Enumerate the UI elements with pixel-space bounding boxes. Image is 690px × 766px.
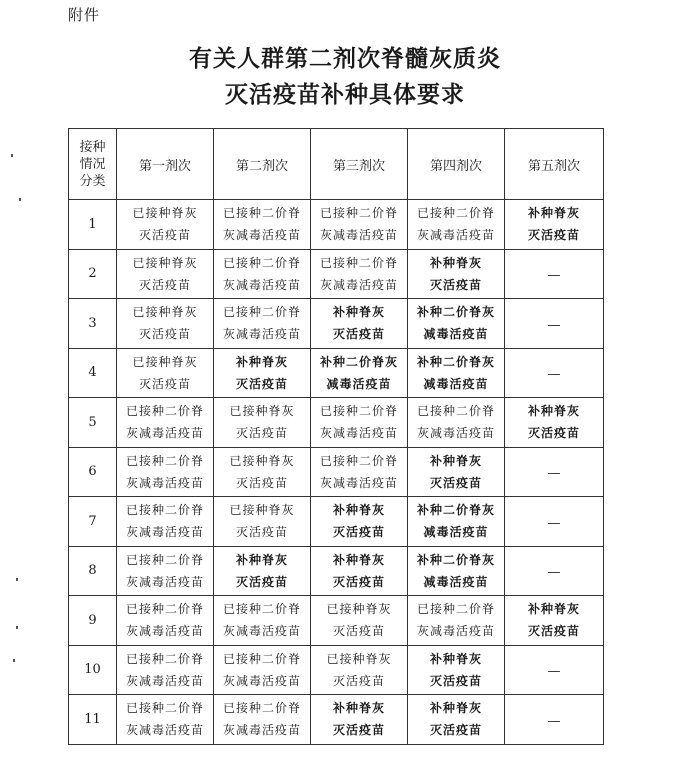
document-title-line-2: 灭活疫苗补种具体要求 <box>225 82 465 108</box>
row-category-number: 9 <box>69 596 117 646</box>
scan-speck <box>19 198 21 201</box>
dose-cell <box>408 497 505 547</box>
dose-cell-text: 灭活疫苗 <box>235 574 288 589</box>
dose-cell-text: 灭活疫苗 <box>332 723 385 738</box>
dose-cell-text: 灭活疫苗 <box>235 376 288 391</box>
dose-cell-text: 已接种二价脊 <box>319 255 398 270</box>
header-dose-1: 第一剂次 <box>117 129 214 200</box>
table-header-row <box>69 129 604 200</box>
header-dose-4: 第四剂次 <box>408 129 505 200</box>
table-row <box>69 546 604 596</box>
dose-cell-text: 补种二价脊灰 <box>416 503 495 518</box>
scan-speck <box>16 626 18 629</box>
dose-cell-text: 已接种脊灰 <box>132 305 198 320</box>
dose-cell-text: 已接种脊灰 <box>229 404 295 419</box>
dose-cell-text: 灭活疫苗 <box>235 525 288 540</box>
dose-cell-text: 灭活疫苗 <box>429 673 482 688</box>
dose-cell-text: 灭活疫苗 <box>235 426 288 441</box>
table-row <box>69 497 604 547</box>
dose-cell <box>214 546 311 596</box>
dose-cell <box>408 695 505 745</box>
dose-cell-text: 已接种二价脊 <box>222 701 301 716</box>
dose-cell-text: 灰减毒活疫苗 <box>222 673 301 688</box>
dose-cell-text: 已接种二价脊 <box>319 453 398 468</box>
dose-cell <box>505 645 604 695</box>
dose-cell <box>117 398 214 448</box>
dose-cell-text: 减毒活疫苗 <box>326 376 392 391</box>
scan-speck <box>16 578 18 581</box>
dose-cell <box>117 645 214 695</box>
dose-cell-text: 补种二价脊灰 <box>319 354 398 369</box>
table-row <box>69 249 604 299</box>
dose-cell <box>117 249 214 299</box>
dose-cell-text: 已接种脊灰 <box>229 503 295 518</box>
scan-speck <box>11 154 13 157</box>
dose-cell <box>505 596 604 646</box>
dose-cell-text: 已接种二价脊 <box>125 503 204 518</box>
dose-cell <box>214 249 311 299</box>
dose-cell-text: 灭活疫苗 <box>138 327 191 342</box>
dose-cell <box>408 348 505 398</box>
dose-cell <box>505 200 604 250</box>
dose-cell-text: 减毒活疫苗 <box>423 525 489 540</box>
dose-cell-text: 灰减毒活疫苗 <box>222 277 301 292</box>
dose-cell-text: 已接种二价脊 <box>125 701 204 716</box>
table-row <box>69 596 604 646</box>
dose-cell-text: 补种脊灰 <box>235 552 288 567</box>
dose-cell <box>214 299 311 349</box>
dose-cell-text: 已接种脊灰 <box>326 651 392 666</box>
table-row <box>69 645 604 695</box>
dose-cell <box>214 695 311 745</box>
dose-cell-text: 灭活疫苗 <box>332 673 385 688</box>
dose-cell-text: 灰减毒活疫苗 <box>125 673 204 688</box>
row-category-number: 10 <box>69 645 117 695</box>
dose-cell-text: 已接种脊灰 <box>132 255 198 270</box>
header-dose-3: 第三剂次 <box>311 129 408 200</box>
dose-cell-text: 补种二价脊灰 <box>416 354 495 369</box>
attachment-label: 附件 <box>68 6 101 24</box>
dose-cell <box>311 645 408 695</box>
dose-cell <box>311 596 408 646</box>
table-row <box>69 200 604 250</box>
dose-cell-text: 已接种二价脊 <box>222 255 301 270</box>
dose-cell <box>117 546 214 596</box>
document-title-line-1: 有关人群第二剂次脊髓灰质炎 <box>189 46 501 72</box>
dose-cell <box>311 497 408 547</box>
row-category-number: 7 <box>69 497 117 547</box>
dose-cell <box>311 398 408 448</box>
dose-cell-text: 灭活疫苗 <box>235 475 288 490</box>
not-applicable-dash: — <box>547 664 561 680</box>
dose-cell <box>117 447 214 497</box>
dose-cell <box>408 546 505 596</box>
dose-cell-text: 已接种二价脊 <box>416 404 495 419</box>
dose-cell-text: 灰减毒活疫苗 <box>222 723 301 738</box>
dose-cell-text: 补种脊灰 <box>429 651 482 666</box>
dose-cell <box>408 596 505 646</box>
dose-cell-text: 灭活疫苗 <box>138 376 191 391</box>
dose-cell-text: 已接种脊灰 <box>229 453 295 468</box>
dose-cell-text: 已接种脊灰 <box>326 602 392 617</box>
row-category-number: 6 <box>69 447 117 497</box>
dose-cell-text: 已接种二价脊 <box>416 602 495 617</box>
dose-cell-text: 补种脊灰 <box>527 404 580 419</box>
dose-cell <box>117 596 214 646</box>
header-category-line: 分类 <box>79 173 106 189</box>
dose-cell-text: 已接种二价脊 <box>222 206 301 221</box>
dose-cell-text: 补种脊灰 <box>429 701 482 716</box>
dose-cell <box>505 348 604 398</box>
dose-cell <box>408 447 505 497</box>
dose-cell-text: 灰减毒活疫苗 <box>222 327 301 342</box>
dose-cell-text: 灭活疫苗 <box>332 525 385 540</box>
dose-cell-text: 补种脊灰 <box>527 602 580 617</box>
dose-cell-text: 灰减毒活疫苗 <box>125 525 204 540</box>
dose-cell <box>214 348 311 398</box>
table-row <box>69 348 604 398</box>
dose-cell <box>505 497 604 547</box>
supplementary-dose-table <box>68 128 604 745</box>
dose-cell-text: 已接种二价脊 <box>125 453 204 468</box>
not-applicable-dash: — <box>547 713 561 729</box>
dose-cell-text: 灰减毒活疫苗 <box>416 624 495 639</box>
dose-cell <box>505 447 604 497</box>
table-row <box>69 398 604 448</box>
dose-cell-text: 灭活疫苗 <box>429 277 482 292</box>
dose-cell <box>311 546 408 596</box>
row-category-number: 3 <box>69 299 117 349</box>
dose-cell-text: 减毒活疫苗 <box>423 376 489 391</box>
dose-cell-text: 已接种脊灰 <box>132 206 198 221</box>
dose-cell-text: 灭活疫苗 <box>332 574 385 589</box>
dose-cell <box>408 645 505 695</box>
dose-cell-text: 灰减毒活疫苗 <box>222 624 301 639</box>
header-dose-2: 第二剂次 <box>214 129 311 200</box>
dose-cell <box>214 398 311 448</box>
dose-cell-text: 灰减毒活疫苗 <box>319 228 398 243</box>
dose-cell <box>408 200 505 250</box>
dose-cell-text: 灭活疫苗 <box>527 228 580 243</box>
dose-cell-text: 已接种二价脊 <box>125 552 204 567</box>
dose-cell <box>214 645 311 695</box>
dose-cell <box>311 348 408 398</box>
row-category-number: 1 <box>69 200 117 250</box>
dose-cell <box>214 596 311 646</box>
dose-cell <box>214 497 311 547</box>
row-category-number: 11 <box>69 695 117 745</box>
row-category-number: 2 <box>69 249 117 299</box>
header-category-line: 情况 <box>79 156 106 172</box>
dose-cell-text: 灭活疫苗 <box>527 624 580 639</box>
dose-cell <box>214 200 311 250</box>
dose-cell-text: 灭活疫苗 <box>332 327 385 342</box>
dose-cell-text: 补种脊灰 <box>429 255 482 270</box>
dose-cell-text: 灰减毒活疫苗 <box>125 426 204 441</box>
dose-cell <box>311 447 408 497</box>
dose-cell-text: 灰减毒活疫苗 <box>125 723 204 738</box>
dose-cell-text: 灰减毒活疫苗 <box>416 426 495 441</box>
dose-cell-text: 灭活疫苗 <box>138 277 191 292</box>
dose-cell-text: 灭活疫苗 <box>527 426 580 441</box>
dose-cell <box>117 348 214 398</box>
dose-cell <box>505 398 604 448</box>
dose-cell <box>311 299 408 349</box>
dose-cell-text: 补种脊灰 <box>332 701 385 716</box>
row-category-number: 4 <box>69 348 117 398</box>
header-category <box>69 129 117 200</box>
dose-cell <box>311 249 408 299</box>
dose-cell-text: 灰减毒活疫苗 <box>319 426 398 441</box>
dose-cell <box>117 497 214 547</box>
dose-cell <box>408 249 505 299</box>
dose-cell-text: 灰减毒活疫苗 <box>416 228 495 243</box>
dose-cell <box>311 695 408 745</box>
dose-cell-text: 补种脊灰 <box>235 354 288 369</box>
dose-cell-text: 减毒活疫苗 <box>423 574 489 589</box>
dose-cell-text: 已接种二价脊 <box>416 206 495 221</box>
dose-cell-text: 已接种二价脊 <box>125 404 204 419</box>
table-row <box>69 695 604 745</box>
dose-cell-text: 减毒活疫苗 <box>423 327 489 342</box>
dose-cell-text: 灰减毒活疫苗 <box>125 624 204 639</box>
dose-cell-text: 补种脊灰 <box>429 453 482 468</box>
dose-cell-text: 补种脊灰 <box>527 206 580 221</box>
dose-cell-text: 已接种二价脊 <box>222 305 301 320</box>
dose-cell-text: 已接种二价脊 <box>222 651 301 666</box>
dose-cell-text: 灰减毒活疫苗 <box>125 574 204 589</box>
not-applicable-dash: — <box>547 565 561 581</box>
not-applicable-dash: — <box>547 466 561 482</box>
dose-cell-text: 已接种二价脊 <box>125 602 204 617</box>
header-dose-5: 第五剂次 <box>505 129 604 200</box>
dose-cell <box>505 695 604 745</box>
scan-speck <box>13 659 15 662</box>
dose-cell-text: 已接种二价脊 <box>222 602 301 617</box>
table-row <box>69 299 604 349</box>
dose-cell-text: 灭活疫苗 <box>429 723 482 738</box>
dose-cell-text: 灰减毒活疫苗 <box>319 277 398 292</box>
dose-cell-text: 补种脊灰 <box>332 305 385 320</box>
dose-cell <box>117 299 214 349</box>
dose-cell <box>408 299 505 349</box>
dose-cell-text: 灭活疫苗 <box>138 228 191 243</box>
dose-cell-text: 灰减毒活疫苗 <box>125 475 204 490</box>
dose-cell-text: 灰减毒活疫苗 <box>319 475 398 490</box>
table-row <box>69 447 604 497</box>
dose-cell-text: 补种二价脊灰 <box>416 305 495 320</box>
dose-cell <box>117 695 214 745</box>
not-applicable-dash: — <box>547 268 561 284</box>
dose-cell <box>505 546 604 596</box>
dose-cell <box>408 398 505 448</box>
dose-cell-text: 补种脊灰 <box>332 552 385 567</box>
dose-cell-text: 灰减毒活疫苗 <box>222 228 301 243</box>
dose-cell-text: 灭活疫苗 <box>429 475 482 490</box>
row-category-number: 8 <box>69 546 117 596</box>
dose-cell <box>311 200 408 250</box>
dose-cell-text: 已接种二价脊 <box>319 404 398 419</box>
dose-cell-text: 已接种二价脊 <box>125 651 204 666</box>
not-applicable-dash: — <box>547 317 561 333</box>
dose-cell-text: 补种脊灰 <box>332 503 385 518</box>
dose-cell-text: 已接种二价脊 <box>319 206 398 221</box>
dose-cell <box>505 299 604 349</box>
dose-cell-text: 补种二价脊灰 <box>416 552 495 567</box>
row-category-number: 5 <box>69 398 117 448</box>
not-applicable-dash: — <box>547 367 561 383</box>
header-category-line: 接种 <box>79 139 106 155</box>
not-applicable-dash: — <box>547 515 561 531</box>
dose-cell <box>214 447 311 497</box>
dose-cell <box>505 249 604 299</box>
dose-cell <box>117 200 214 250</box>
dose-cell-text: 已接种脊灰 <box>132 354 198 369</box>
dose-cell-text: 灭活疫苗 <box>332 624 385 639</box>
